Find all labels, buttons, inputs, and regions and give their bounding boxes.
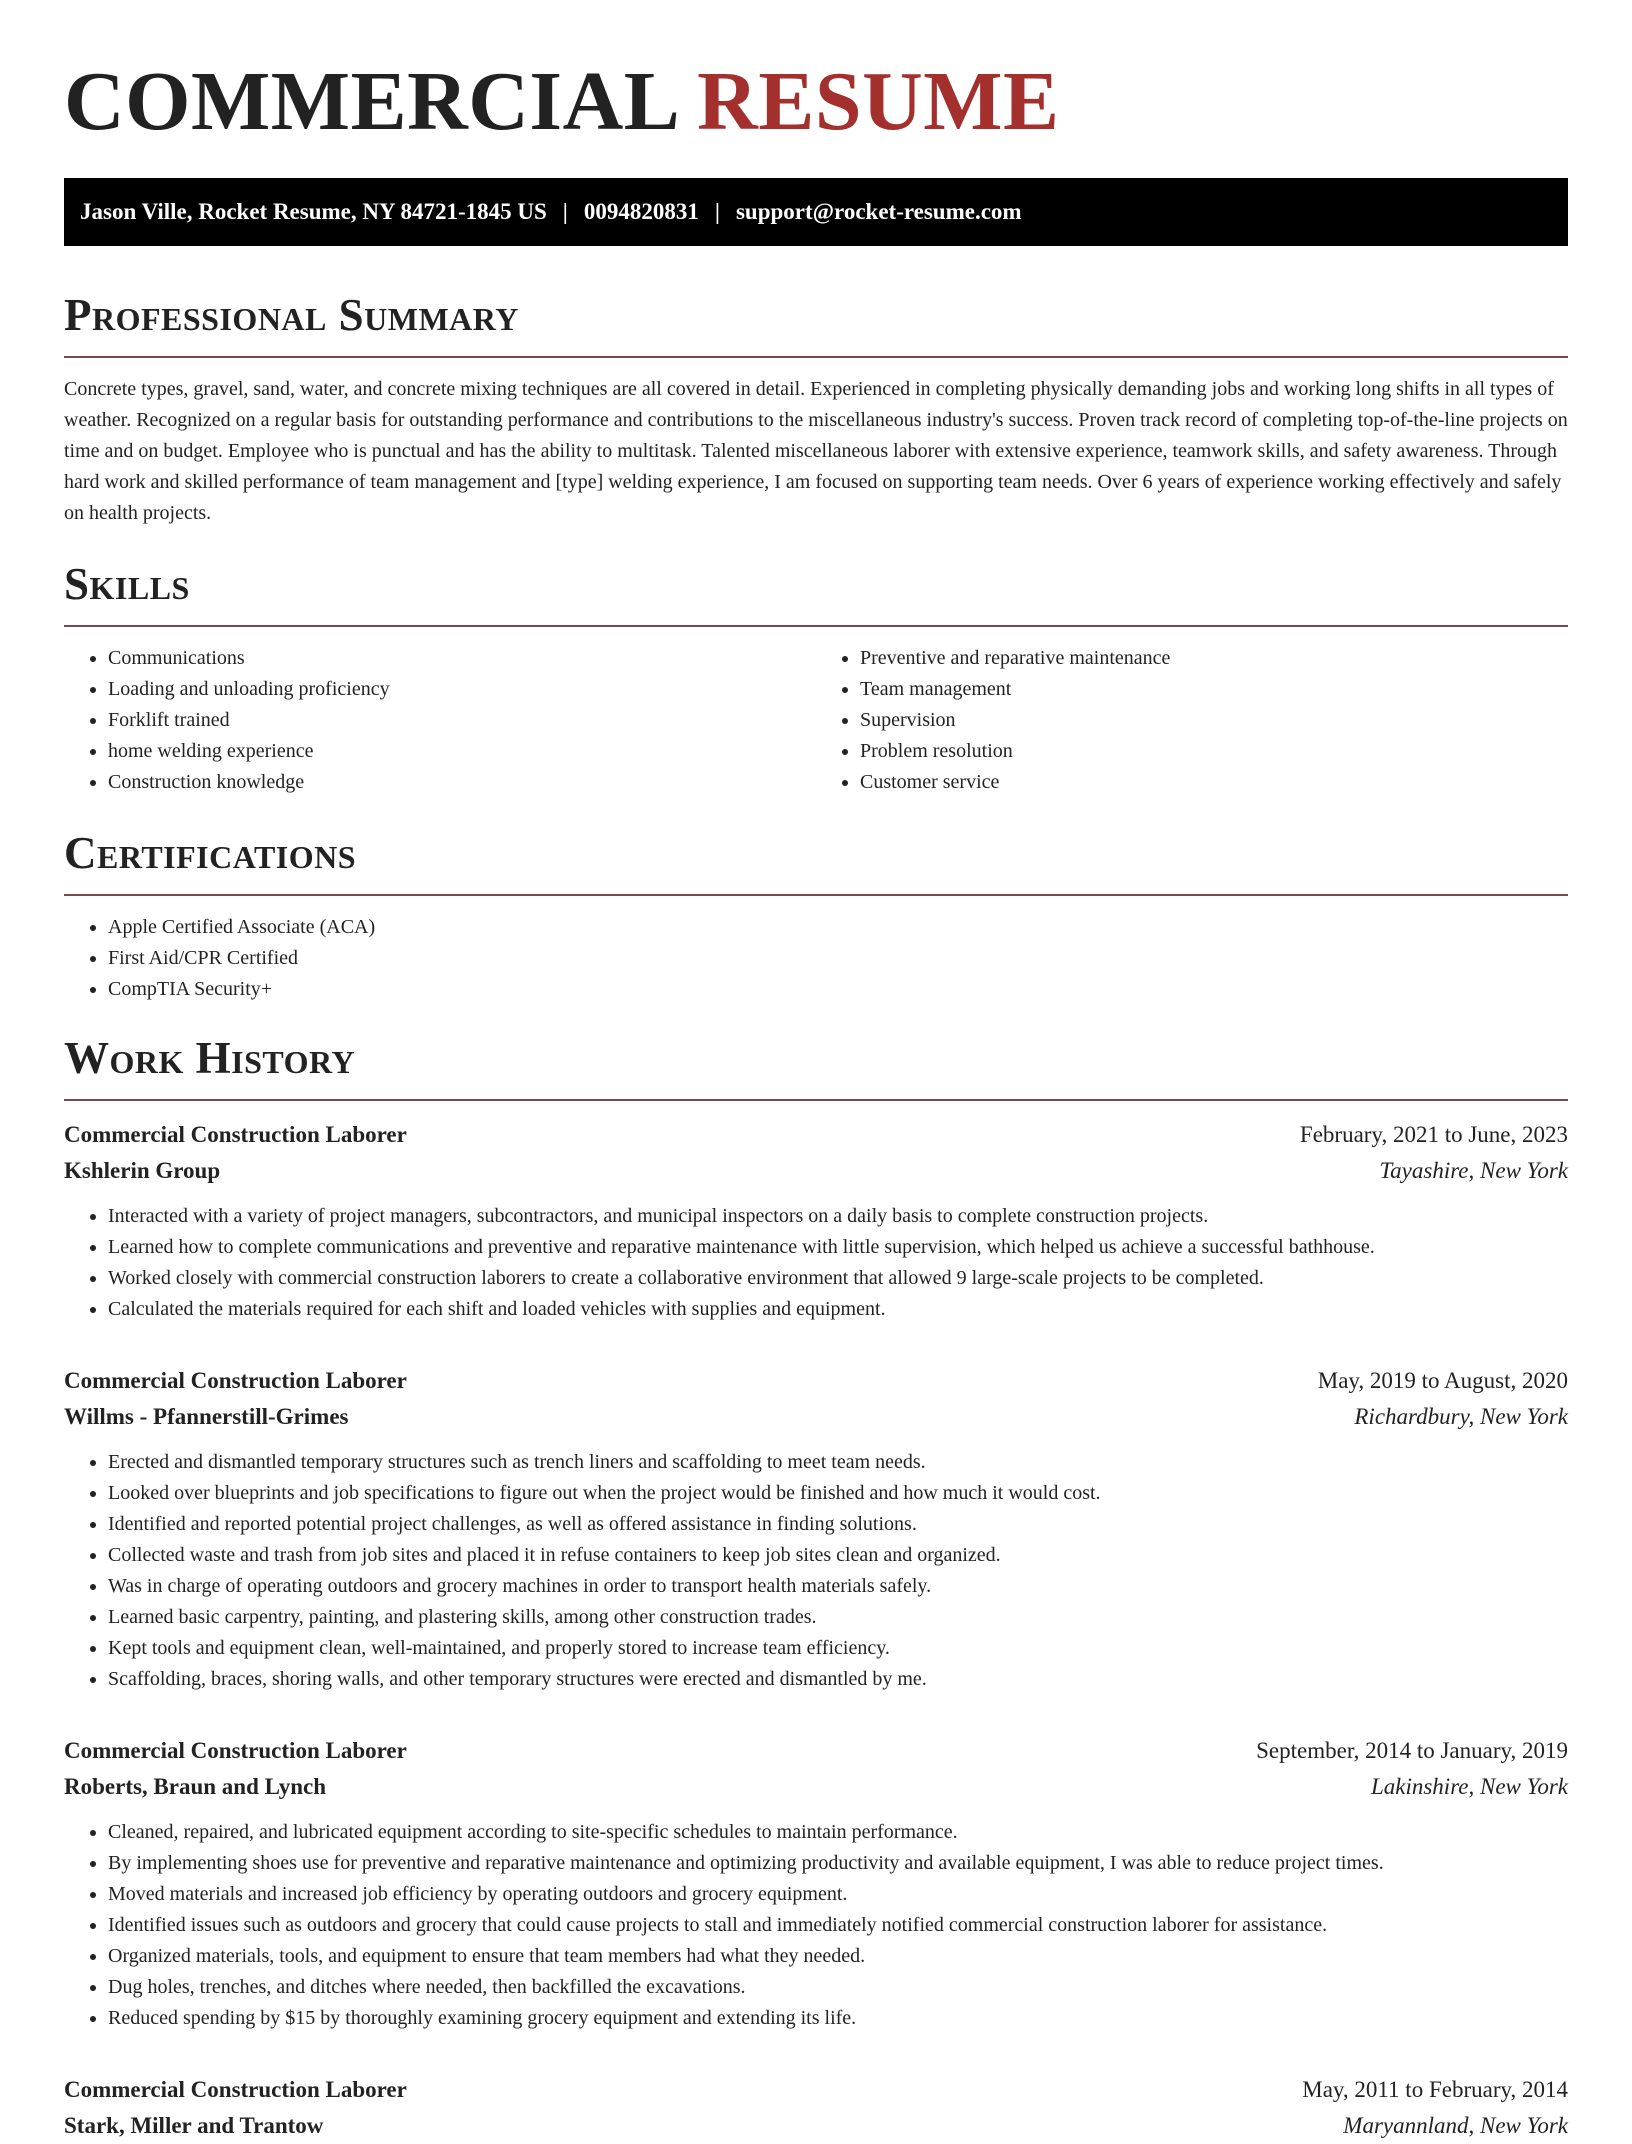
job-title: Commercial Construction Laborer — [64, 2077, 407, 2102]
job-header-row — [64, 1117, 1568, 1153]
job-bullet: • Calculated the materials required for each shift and loaded vehicles with supplies and equipment. — [108, 1294, 1568, 1325]
job-company-row — [64, 1153, 1568, 1189]
work-history-heading: Work History — [64, 1033, 356, 1083]
job-bullet: • Cleaned, repaired, and lubricated equipment according to site-specific schedules to maintain performance. — [108, 1817, 1568, 1848]
job-entry — [64, 1733, 1568, 2034]
job-dates: February, 2021 to June, 2023 — [1299, 1122, 1568, 1147]
certification-item: • Apple Certified Associate (ACA) — [108, 912, 1568, 943]
job-location: Maryannland, New York — [1343, 2113, 1568, 2138]
certifications-list — [64, 912, 1568, 1005]
job-company: Kshlerin Group — [64, 1158, 221, 1183]
section-divider — [64, 625, 1568, 627]
job-bullet: • Learned basic carpentry, painting, and plastering skills, among other construction trades. — [108, 1602, 1568, 1633]
resume-title — [64, 52, 1568, 152]
section-divider — [64, 894, 1568, 896]
skills-list-right — [816, 643, 1568, 798]
job-bullet: • By implementing shoes use for preventive and reparative maintenance and optimizing productivity and available equipment, I was able to reduce project times. — [108, 1848, 1568, 1879]
certifications-section — [64, 826, 1568, 1005]
title-part-commercial: COMMERCIAL — [64, 55, 676, 148]
section-divider — [64, 1099, 1568, 1101]
job-bullet: • Reduced spending by $15 by thoroughly examining grocery equipment and extending its life. — [108, 2003, 1568, 2034]
job-company-row — [64, 1399, 1568, 1435]
contact-email: support@rocket-resume.com — [735, 199, 1022, 224]
job-header-row — [64, 2072, 1568, 2108]
skill-item: • Supervision — [860, 705, 1568, 736]
skill-item: • Communications — [108, 643, 816, 674]
skill-item: • Loading and unloading proficiency — [108, 674, 816, 705]
job-company: Roberts, Braun and Lynch — [64, 1774, 327, 1799]
contact-address: Jason Ville, Rocket Resume, NY 84721-1845 US — [80, 199, 547, 224]
job-bullet: • Collected waste and trash from job sites and placed it in refuse containers to keep job sites clean and organized. — [108, 1540, 1568, 1571]
skills-list-left — [64, 643, 816, 798]
job-bullet: • Looked over blueprints and job specifications to figure out when the project would be finished and how much it would cost. — [108, 1478, 1568, 1509]
job-entry — [64, 2072, 1568, 2144]
job-dates: September, 2014 to January, 2019 — [1256, 1738, 1568, 1763]
skill-item: • Preventive and reparative maintenance — [860, 643, 1568, 674]
skill-item: • Problem resolution — [860, 736, 1568, 767]
job-bullet: • Worked closely with commercial construction laborers to create a collaborative environment that allowed 9 large-scale projects to be completed. — [108, 1263, 1568, 1294]
skill-item: • Forklift trained — [108, 705, 816, 736]
job-bullet: • Moved materials and increased job efficiency by operating outdoors and grocery equipment. — [108, 1879, 1568, 1910]
contact-separator: | — [562, 199, 568, 224]
job-entry — [64, 1117, 1568, 1325]
job-dates: May, 2011 to February, 2014 — [1302, 2077, 1568, 2102]
job-bullets — [64, 1447, 1568, 1695]
skill-item: • Team management — [860, 674, 1568, 705]
summary-text: Concrete types, gravel, sand, water, and concrete mixing techniques are all covered in detail. Experienced in completing physically demanding jobs and working long shifts in all types of weather. Recognized on a regular basis for outstanding performance and contributions to the miscellaneous industry's success. Proven track record of completing top-of-the-line projects on time and on budget. Employee who is punctual and has the ability to multitask. Talented miscellaneous laborer with extensive experience, teamwork skills, and safety awareness. Through hard work and skilled performance of team management and [type] welding experience, I am focused on supporting team needs. Over 6 years of experience working effectively and safely on health projects. — [64, 378, 1568, 524]
job-bullet: • Identified issues such as outdoors and grocery that could cause projects to stall and immediately notified commercial construction laborer for assistance. — [108, 1910, 1568, 1941]
job-company: Stark, Miller and Trantow — [64, 2113, 324, 2138]
job-bullet: • Organized materials, tools, and equipment to ensure that team members had what they needed. — [108, 1941, 1568, 1972]
job-bullets — [64, 1817, 1568, 2034]
job-dates: May, 2019 to August, 2020 — [1317, 1368, 1568, 1393]
title-part-resume: RESUME — [697, 55, 1060, 148]
job-bullet: • Was in charge of operating outdoors and grocery machines in order to transport health materials safely. — [108, 1571, 1568, 1602]
job-bullet: • Identified and reported potential project challenges, as well as offered assistance in finding solutions. — [108, 1509, 1568, 1540]
skills-heading: Skills — [64, 559, 190, 609]
job-bullet: • Kept tools and equipment clean, well-maintained, and properly stored to increase team efficiency. — [108, 1633, 1568, 1664]
job-header-row — [64, 1363, 1568, 1399]
job-location: Richardbury, New York — [1354, 1404, 1568, 1429]
contact-separator: | — [714, 199, 720, 224]
skill-item: • Customer service — [860, 767, 1568, 798]
certifications-heading: Certifications — [64, 828, 357, 878]
skill-item: • Construction knowledge — [108, 767, 816, 798]
job-company-row — [64, 2108, 1568, 2144]
job-bullet: • Learned how to complete communications and preventive and reparative maintenance with little supervision, which helped us achieve a successful bathhouse. — [108, 1232, 1568, 1263]
job-location: Lakinshire, New York — [1370, 1774, 1568, 1799]
skills-grid — [64, 643, 1568, 798]
summary-heading: Professional Summary — [64, 290, 519, 340]
contact-bar — [64, 178, 1568, 246]
section-divider — [64, 356, 1568, 358]
certification-item: • First Aid/CPR Certified — [108, 943, 1568, 974]
summary-section — [64, 288, 1568, 529]
job-company: Willms - Pfannerstill-Grimes — [64, 1404, 349, 1429]
job-title: Commercial Construction Laborer — [64, 1738, 407, 1763]
job-title: Commercial Construction Laborer — [64, 1122, 407, 1147]
skills-section — [64, 557, 1568, 798]
skill-item: • home welding experience — [108, 736, 816, 767]
job-bullet: • Erected and dismantled temporary structures such as trench liners and scaffolding to meet team needs. — [108, 1447, 1568, 1478]
job-bullets — [64, 1201, 1568, 1325]
job-header-row — [64, 1733, 1568, 1769]
job-entry — [64, 1363, 1568, 1695]
job-bullet: • Scaffolding, braces, shoring walls, and other temporary structures were erected and dismantled by me. — [108, 1664, 1568, 1695]
job-company-row — [64, 1769, 1568, 1805]
job-bullet: • Interacted with a variety of project managers, subcontractors, and municipal inspectors on a daily basis to complete construction projects. — [108, 1201, 1568, 1232]
contact-phone: 0094820831 — [583, 199, 699, 224]
work-history-section — [64, 1031, 1568, 2144]
job-title: Commercial Construction Laborer — [64, 1368, 407, 1393]
certification-item: • CompTIA Security+ — [108, 974, 1568, 1005]
job-bullet: • Dug holes, trenches, and ditches where needed, then backfilled the excavations. — [108, 1972, 1568, 2003]
job-location: Tayashire, New York — [1379, 1158, 1568, 1183]
